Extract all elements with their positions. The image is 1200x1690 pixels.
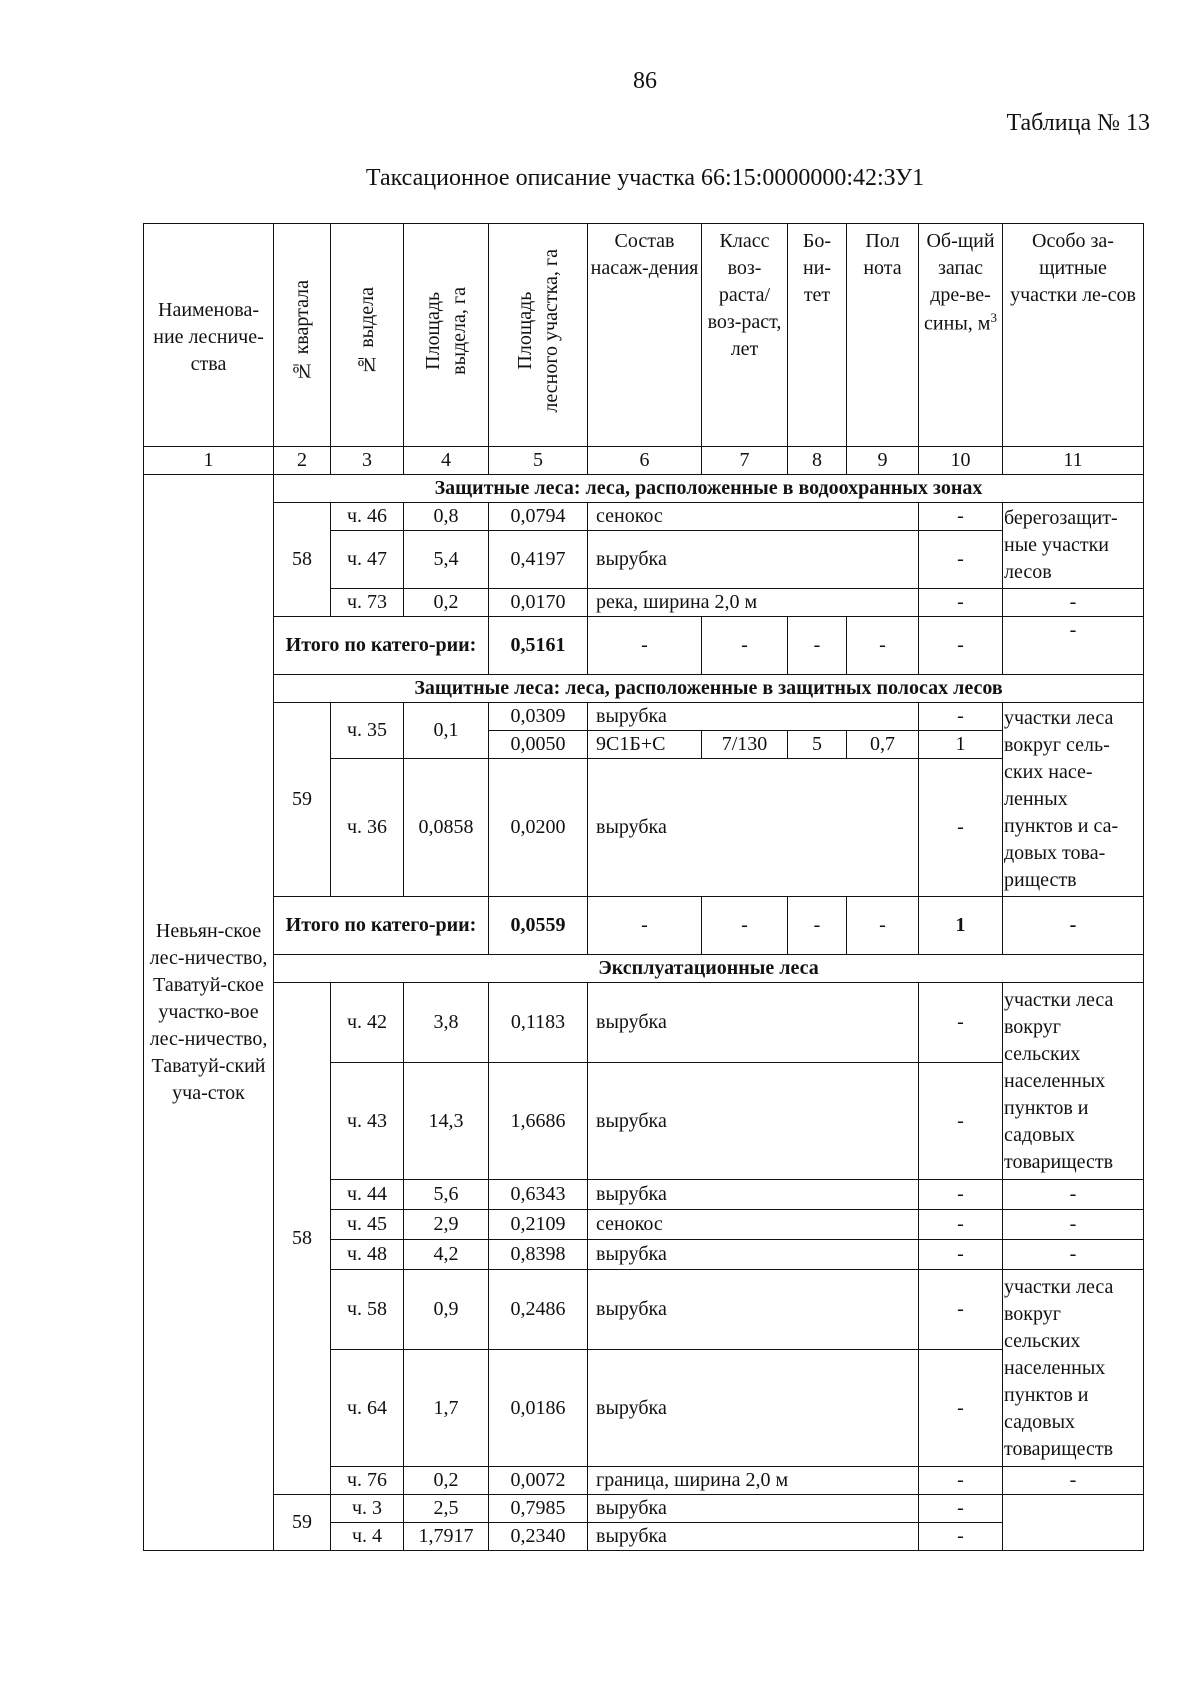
composition-cell: вырубка <box>588 1180 919 1210</box>
composition-cell: вырубка <box>588 1495 919 1523</box>
forest-area-cell: 0,0170 <box>489 589 588 617</box>
special-cell: - <box>1003 1240 1144 1270</box>
vydel-cell: ч. 73 <box>331 589 404 617</box>
composition-cell: сенокос <box>588 1210 919 1240</box>
header-quarter: № квартала <box>274 224 331 447</box>
area-cell: 0,9 <box>404 1270 489 1350</box>
special-cell: - <box>1003 1467 1144 1495</box>
total-cell: - <box>702 617 788 675</box>
section-title: Эксплуатационные леса <box>274 955 1144 983</box>
density-cell: 0,7 <box>847 731 919 759</box>
area-cell: 0,1 <box>404 703 489 759</box>
total-cell: - <box>788 617 847 675</box>
stock-cell: - <box>919 1180 1003 1210</box>
forest-area-cell: 0,6343 <box>489 1180 588 1210</box>
age-cell: 7/130 <box>702 731 788 759</box>
composition-cell: река, ширина 2,0 м <box>588 589 919 617</box>
col-num: 4 <box>404 447 489 475</box>
stock-cell: - <box>919 703 1003 731</box>
col-num: 8 <box>788 447 847 475</box>
composition-cell: сенокос <box>588 503 919 531</box>
quarter-cell: 59 <box>274 1495 331 1551</box>
total-cell: - <box>847 617 919 675</box>
vydel-cell: ч. 47 <box>331 531 404 589</box>
section-header-row <box>144 955 1144 983</box>
total-row <box>144 617 1144 675</box>
header-stock: Об-щий запас дре-ве-сины, $м^3$ <box>919 224 1003 447</box>
stock-cell: - <box>919 1063 1003 1180</box>
composition-cell: вырубка <box>588 703 919 731</box>
header-age-class: Класс воз-раста/ воз-раст, лет <box>702 224 788 447</box>
vydel-cell: ч. 76 <box>331 1467 404 1495</box>
forest-area-cell: 0,2109 <box>489 1210 588 1240</box>
area-cell: 0,2 <box>404 589 489 617</box>
section-header-row <box>144 675 1144 703</box>
stock-cell: - <box>919 1210 1003 1240</box>
total-cell: - <box>588 897 702 955</box>
vydel-cell: ч. 44 <box>331 1180 404 1210</box>
header-forest-area: Площадь лесного участка, га <box>489 224 588 447</box>
forest-area-cell: 0,1183 <box>489 983 588 1063</box>
special-cell: участки леса вокруг сельских населенных пунктов и садовых товариществ <box>1003 1270 1144 1467</box>
area-cell: 4,2 <box>404 1240 489 1270</box>
section-header-row <box>144 475 1144 503</box>
page-number: 86 <box>633 68 657 94</box>
forest-area-cell: 0,0200 <box>489 759 588 897</box>
special-cell: - <box>1003 1210 1144 1240</box>
col-num: 3 <box>331 447 404 475</box>
vydel-cell: ч. 4 <box>331 1523 404 1551</box>
stock-cell: - <box>919 531 1003 589</box>
stock-cell: - <box>919 1350 1003 1467</box>
vydel-cell: ч. 46 <box>331 503 404 531</box>
area-cell: 0,0858 <box>404 759 489 897</box>
col-num: 1 <box>144 447 274 475</box>
vydel-cell: ч. 58 <box>331 1270 404 1350</box>
total-cell: - <box>847 897 919 955</box>
vydel-cell: ч. 3 <box>331 1495 404 1523</box>
special-cell: участки леса вокруг сель-ских насе-ленных пунктов и са-довых това-риществ <box>1003 703 1144 897</box>
forestry-name: Невьян-ское лес-ничество, Таватуй-ское участко-вое лес-ничество, Таватуй-ский уча-сток <box>144 475 274 1551</box>
stock-cell: - <box>919 1495 1003 1523</box>
composition-cell: вырубка <box>588 1523 919 1551</box>
table-row <box>144 503 1144 531</box>
forest-area-cell: 0,0309 <box>489 703 588 731</box>
forest-area-cell: 0,2486 <box>489 1270 588 1350</box>
forest-area-cell: 0,2340 <box>489 1523 588 1551</box>
area-cell: 5,6 <box>404 1180 489 1210</box>
composition-cell: 9С1Б+С <box>588 731 702 759</box>
stock-cell: - <box>919 1467 1003 1495</box>
total-cell: - <box>788 897 847 955</box>
composition-cell: вырубка <box>588 1240 919 1270</box>
composition-cell: вырубка <box>588 759 919 897</box>
document-title: Таксационное описание участка 66:15:0000000:42:ЗУ1 <box>365 165 925 191</box>
col-num: 10 <box>919 447 1003 475</box>
composition-cell: вырубка <box>588 983 919 1063</box>
area-cell: 0,8 <box>404 503 489 531</box>
col-num: 6 <box>588 447 702 475</box>
forest-area-cell: 0,7985 <box>489 1495 588 1523</box>
total-cell: - <box>1003 897 1144 955</box>
header-special: Особо за-щитные участки ле-сов <box>1003 224 1144 447</box>
vydel-cell: ч. 42 <box>331 983 404 1063</box>
area-cell: 1,7 <box>404 1350 489 1467</box>
composition-cell: вырубка <box>588 1063 919 1180</box>
quarter-cell: 58 <box>274 983 331 1495</box>
forest-area-cell: 0,0050 <box>489 731 588 759</box>
total-cell: - <box>919 617 1003 675</box>
header-composition: Состав насаж-дения <box>588 224 702 447</box>
col-num: 11 <box>1003 447 1144 475</box>
section-title: Защитные леса: леса, расположенные в водоохранных зонах <box>274 475 1144 503</box>
total-cell: - <box>1003 617 1144 675</box>
special-cell: - <box>1003 589 1144 617</box>
area-cell: 2,5 <box>404 1495 489 1523</box>
special-cell: берегозащит-ные участки лесов <box>1003 503 1144 589</box>
forest-area-cell: 0,0072 <box>489 1467 588 1495</box>
stock-cell: - <box>919 759 1003 897</box>
special-cell <box>1003 1495 1144 1551</box>
area-cell: 5,4 <box>404 531 489 589</box>
total-cell: - <box>702 897 788 955</box>
area-cell: 2,9 <box>404 1210 489 1240</box>
vydel-cell: ч. 43 <box>331 1063 404 1180</box>
stock-cell: - <box>919 589 1003 617</box>
total-forest-area: 0,5161 <box>489 617 588 675</box>
header-forestry: Наименова-ние лесниче-ства <box>144 224 274 447</box>
quarter-cell: 58 <box>274 503 331 617</box>
stock-cell: - <box>919 983 1003 1063</box>
stock-cell: - <box>919 503 1003 531</box>
area-cell: 3,8 <box>404 983 489 1063</box>
stock-cell: - <box>919 1523 1003 1551</box>
header-row <box>144 224 1144 447</box>
forest-area-cell: 0,0794 <box>489 503 588 531</box>
composition-cell: граница, ширина 2,0 м <box>588 1467 919 1495</box>
composition-cell: вырубка <box>588 1270 919 1350</box>
table-row <box>144 983 1144 1063</box>
total-cell: - <box>588 617 702 675</box>
table-row <box>144 1495 1144 1523</box>
area-cell: 1,7917 <box>404 1523 489 1551</box>
quarter-cell: 59 <box>274 703 331 897</box>
table-row <box>144 703 1144 731</box>
stock-cell: 1 <box>919 731 1003 759</box>
section-title: Защитные леса: леса, расположенные в защитных полосах лесов <box>274 675 1144 703</box>
total-cell: 1 <box>919 897 1003 955</box>
total-label: Итого по катего-рии: <box>274 897 489 955</box>
area-cell: 14,3 <box>404 1063 489 1180</box>
header-density: Пол нота <box>847 224 919 447</box>
forest-area-cell: 0,0186 <box>489 1350 588 1467</box>
total-label: Итого по катего-рии: <box>274 617 489 675</box>
header-vydel: № выдела <box>331 224 404 447</box>
special-cell: участки леса вокруг сельских населенных пунктов и садовых товариществ <box>1003 983 1144 1180</box>
composition-cell: вырубка <box>588 1350 919 1467</box>
header-bonitet: Бо-ни-тет <box>788 224 847 447</box>
table-number: Таблица № 13 <box>1006 110 1150 136</box>
col-num: 7 <box>702 447 788 475</box>
vydel-cell: ч. 36 <box>331 759 404 897</box>
column-numbers-row <box>144 447 1144 475</box>
taxation-table <box>143 223 1144 1551</box>
total-forest-area: 0,0559 <box>489 897 588 955</box>
stock-cell: - <box>919 1240 1003 1270</box>
bonitet-cell: 5 <box>788 731 847 759</box>
col-num: 9 <box>847 447 919 475</box>
col-num: 5 <box>489 447 588 475</box>
area-cell: 0,2 <box>404 1467 489 1495</box>
special-cell: - <box>1003 1180 1144 1210</box>
forest-area-cell: 0,4197 <box>489 531 588 589</box>
col-num: 2 <box>274 447 331 475</box>
forest-area-cell: 1,6686 <box>489 1063 588 1180</box>
forest-area-cell: 0,8398 <box>489 1240 588 1270</box>
stock-cell: - <box>919 1270 1003 1350</box>
vydel-cell: ч. 48 <box>331 1240 404 1270</box>
vydel-cell: ч. 45 <box>331 1210 404 1240</box>
composition-cell: вырубка <box>588 531 919 589</box>
vydel-cell: ч. 64 <box>331 1350 404 1467</box>
header-vydel-area: Площадь выдела, га <box>404 224 489 447</box>
total-row <box>144 897 1144 955</box>
vydel-cell: ч. 35 <box>331 703 404 759</box>
